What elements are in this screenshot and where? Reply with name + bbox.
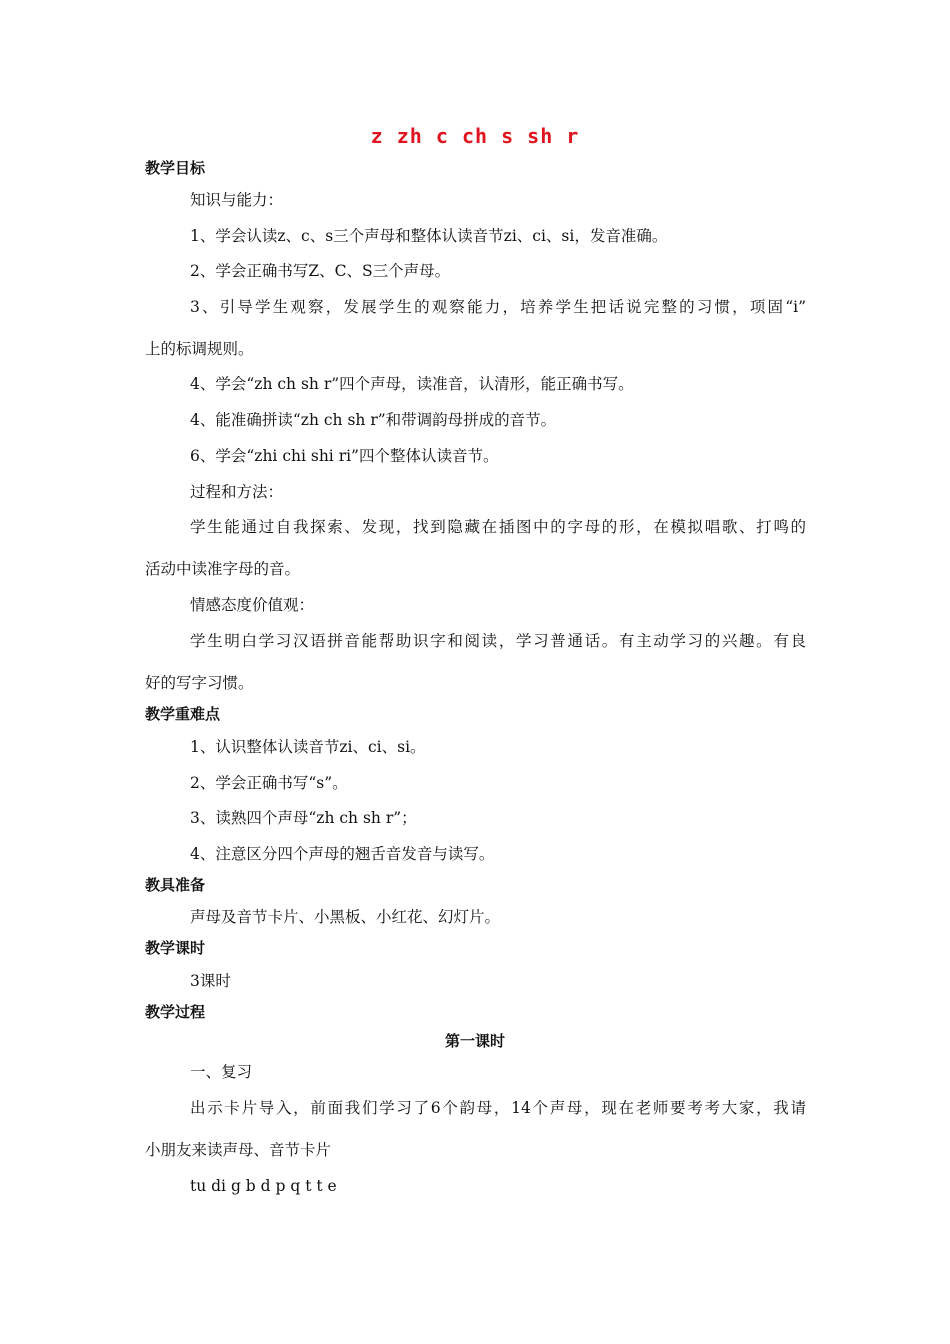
goal-item-4: 4、学会“zh ch sh r”四个声母，读准音，认清形，能正确书写。 xyxy=(190,375,634,393)
heading-class-hours: 教学课时 xyxy=(145,939,206,957)
card-sequence: tu di g b d p q t t e xyxy=(190,1177,337,1195)
goal-item-5: 4、能准确拼读“zh ch sh r”和带调韵母拼成的音节。 xyxy=(190,411,557,429)
tools-text: 声母及音节卡片、小黑板、小红花、幻灯片。 xyxy=(190,908,501,926)
heading-teaching-procedure: 教学过程 xyxy=(145,1003,206,1021)
document-title: z zh c ch s sh r xyxy=(370,124,580,148)
heading-teaching-goals: 教学目标 xyxy=(145,159,206,177)
heading-teaching-tools: 教具准备 xyxy=(145,876,206,894)
key-item-3: 3、读熟四个声母“zh ch sh r”； xyxy=(190,809,417,827)
heading-lesson-1: 第一课时 xyxy=(444,1032,505,1050)
class-hours-text: 3课时 xyxy=(190,972,231,990)
label-attitude-values: 情感态度价值观： xyxy=(190,596,315,614)
goal-item-3: 3、引导学生观察，发展学生的观察能力，培养学生把话说完整的习惯，项固“i” xyxy=(190,298,806,316)
goal-item-2: 2、学会正确书写Z、C、S三个声母。 xyxy=(190,262,451,280)
attitude-paragraph: 学生明白学习汉语拼音能帮助识字和阅读，学习普通话。有主动学习的兴趣。有良 xyxy=(190,632,806,650)
key-item-1: 1、认识整体认读音节zi、ci、si。 xyxy=(190,738,426,756)
label-knowledge-ability: 知识与能力： xyxy=(190,191,284,209)
review-paragraph-continued: 小朋友来读声母、音节卡片 xyxy=(145,1141,332,1159)
key-item-4: 4、注意区分四个声母的翘舌音发音与读写。 xyxy=(190,845,495,863)
goal-item-1: 1、学会认读z、c、s三个声母和整体认读音节zi、ci、si，发音准确。 xyxy=(190,227,668,245)
heading-key-points: 教学重难点 xyxy=(145,705,221,723)
process-paragraph-continued: 活动中读准字母的音。 xyxy=(145,560,301,578)
key-item-2: 2、学会正确书写“s”。 xyxy=(190,774,348,792)
goal-item-6: 6、学会“zhi chi shi ri”四个整体认读音节。 xyxy=(190,447,499,465)
goal-item-3-continued: 上的标调规则。 xyxy=(145,340,254,358)
label-process-method: 过程和方法： xyxy=(190,483,284,501)
attitude-paragraph-continued: 好的写字习惯。 xyxy=(145,674,254,692)
process-paragraph: 学生能通过自我探索、发现，找到隐藏在插图中的字母的形，在模拟唱歌、打鸣的 xyxy=(190,518,806,536)
review-paragraph: 出示卡片导入，前面我们学习了6个韵母，14个声母，现在老师要考考大家，我请 xyxy=(190,1099,806,1117)
review-label: 一、复习 xyxy=(190,1063,253,1081)
